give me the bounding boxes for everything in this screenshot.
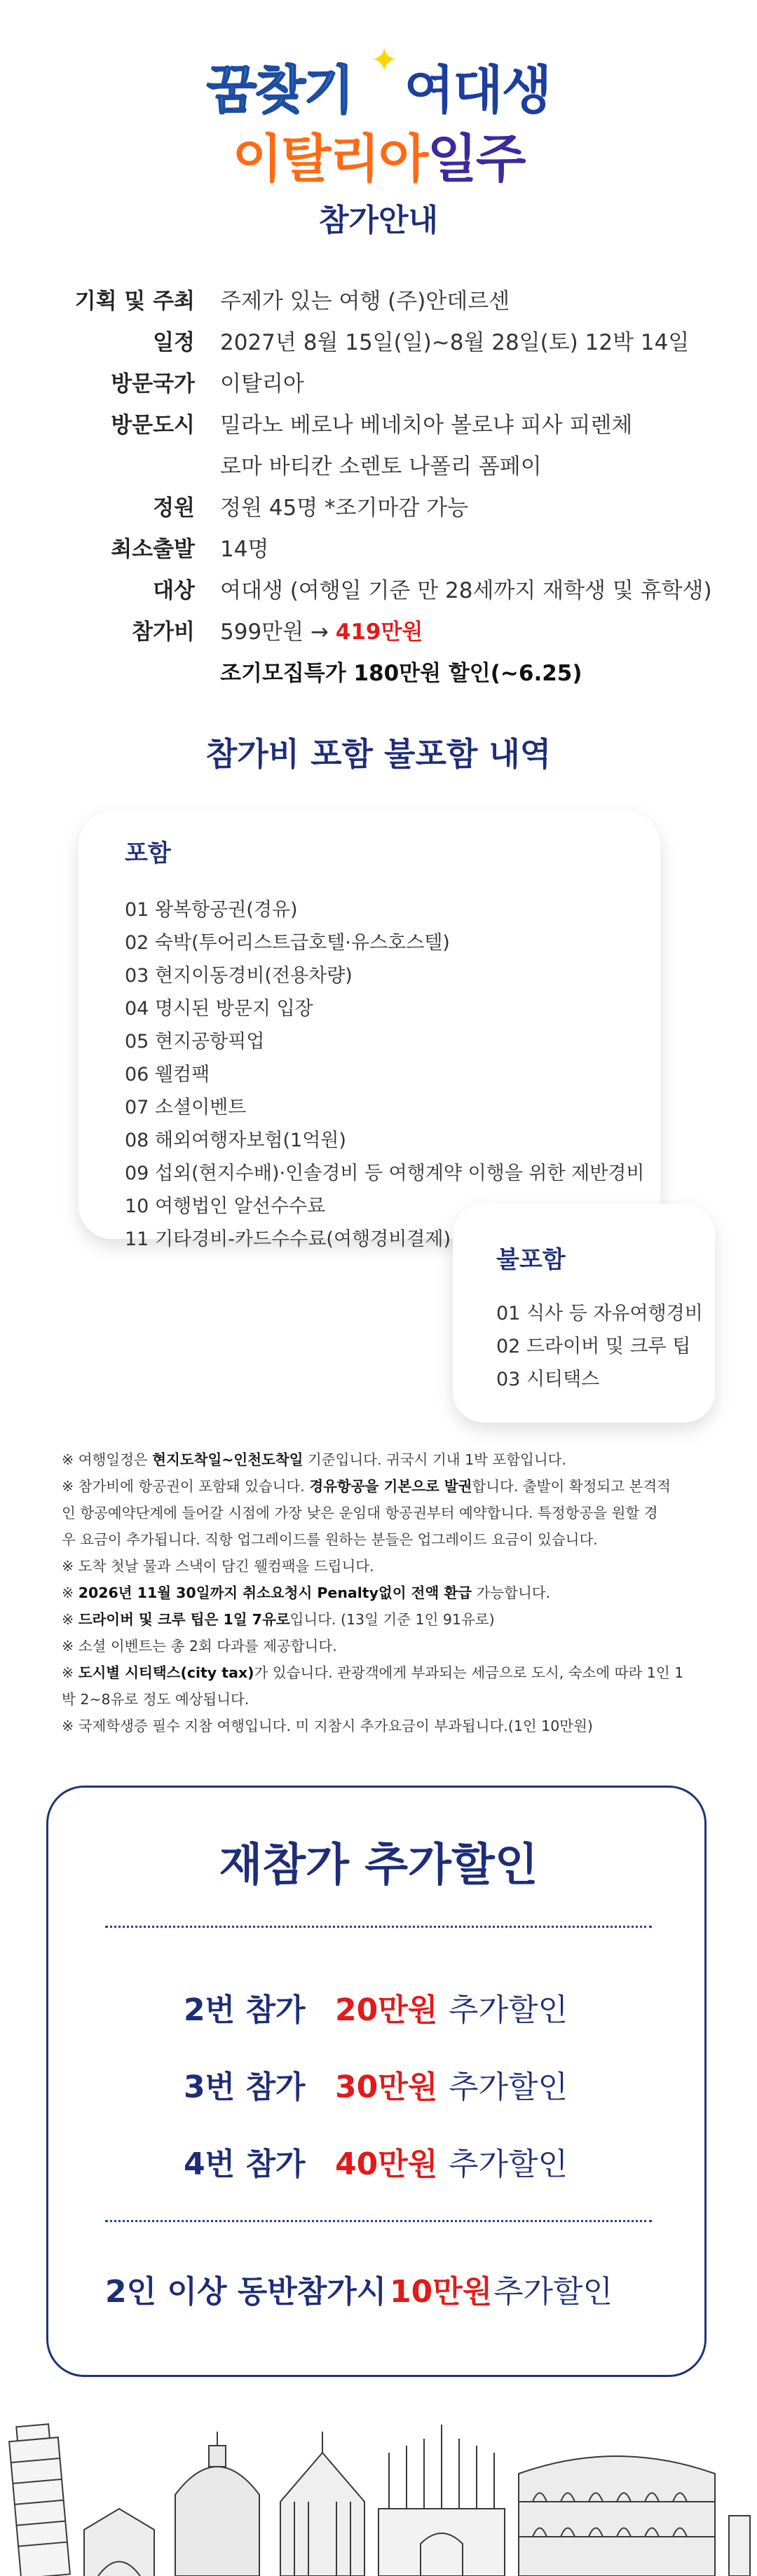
note-text: ※	[62, 1664, 79, 1681]
note-emphasis: 경유항공을 기본으로 발권	[309, 1478, 472, 1495]
note-text: 가능합니다.	[472, 1584, 551, 1601]
note-text: ※ 참가비에 항공권이 포함돼 있습니다.	[62, 1478, 310, 1495]
note-emphasis: 드라이버 및 크루 팁은 1일 7유로	[78, 1611, 290, 1628]
note-airfare-cont-1: 인 항공예약단계에 들어갈 시점에 가장 낮은 운임대 항공권부터 예약합니다. 특정항공을 원할 경	[62, 1505, 658, 1521]
list-item: 04 명시된 방문지 입장	[125, 998, 313, 1020]
arrow-right-icon: →	[310, 619, 329, 645]
list-item: 09 섭외(현지수배)·인솔경비 등 여행계약 이행을 위한 제반경비	[125, 1163, 645, 1184]
info-value: 정원 45명 *조기마감 가능	[220, 495, 469, 521]
discount-suffix: 추가할인	[449, 1992, 568, 2028]
info-label: 참가비	[132, 619, 195, 645]
bridge-icon	[84, 2509, 154, 2576]
list-item: 02 숙박(투어리스트급호텔·유스호스텔)	[125, 932, 450, 954]
list-item: 03 현지이동경비(전용차량)	[125, 965, 353, 987]
list-item: 08 해외여행자보험(1억원)	[125, 1130, 346, 1151]
info-label: 방문도시	[111, 413, 195, 438]
discount-suffix: 추가할인	[449, 2069, 568, 2105]
info-row-country	[0, 366, 757, 399]
logo-line-2	[0, 118, 757, 192]
star-icon: ✦	[370, 41, 399, 80]
list-item: 03 시티택스	[496, 1369, 600, 1390]
duomo-icon	[378, 2425, 505, 2576]
note-text: ※	[62, 1584, 79, 1601]
info-row-cities	[0, 407, 757, 441]
dotted-divider	[105, 1926, 652, 1928]
note-schedule	[62, 1446, 714, 1473]
list-item: 01 식사 등 자유여행경비	[496, 1303, 703, 1324]
discount-row-4	[0, 2139, 757, 2188]
note-student-id: ※ 국제학생증 필수 지참 여행입니다. 미 지참시 추가요금이 부과됩니다.(1인 10만원)	[62, 1718, 593, 1734]
dotted-divider	[105, 2220, 652, 2222]
fee-original: 599만원	[220, 619, 304, 645]
discount-amount: 30만원	[335, 2069, 438, 2105]
repeat-discount-title: 재참가 추가할인	[219, 1839, 538, 1891]
note-city-tax-cont: 박 2~8유로 정도 예상됩니다.	[62, 1691, 250, 1708]
note-text: 기준입니다. 귀국시 기내 1박 포함입니다.	[303, 1451, 566, 1468]
list-item: 10 여행법인 알선수수료	[125, 1195, 326, 1217]
note-welcome-pack: ※ 도착 첫날 물과 스낵이 담긴 웰컴팩을 드립니다.	[62, 1558, 374, 1575]
italy-landmarks-skyline-illustration	[0, 2411, 757, 2576]
inclusion-section-title: 참가비 포함 불포함 내역	[205, 735, 552, 773]
fee-early-bird: 조기모집특가 180만원 할인(~6.25)	[220, 661, 582, 686]
logo-text-italy: 이탈리아	[232, 129, 428, 189]
discount-suffix: 추가할인	[493, 2274, 613, 2310]
info-row-capacity	[0, 490, 757, 523]
note-text: ※	[62, 1611, 79, 1628]
note-text: ※ 여행일정은	[62, 1451, 153, 1468]
note-text: 가 있습니다. 관광객에게 부과되는 세금으로 도시, 숙소에 따라 1인 1	[254, 1664, 684, 1681]
note-refund	[62, 1580, 714, 1606]
note-social-event: ※ 소셜 이벤트는 총 2회 다과를 제공합니다.	[62, 1638, 337, 1654]
leaning-tower-icon	[8, 2423, 70, 2576]
list-item: 01 왕복항공권(경유)	[125, 899, 298, 921]
note-text: 합니다. 출발이 확정되고 본격적	[472, 1478, 671, 1495]
list-item: 11 기타경비-카드수수료(여행경비결제)	[125, 1228, 451, 1250]
logo-text-dream: 꿈찾기	[206, 60, 353, 121]
note-airfare-cont-2: 우 요금이 추가됩니다. 직항 업그레이드를 원하는 분들은 업그레이드 요금이 있습니다.	[62, 1531, 598, 1548]
info-row-fee	[0, 614, 757, 648]
discount-amount: 40만원	[335, 2146, 438, 2182]
info-label: 일정	[153, 330, 195, 355]
cathedral-icon	[280, 2432, 364, 2576]
page-title: 참가안내	[318, 203, 438, 238]
list-item: 05 현지공항픽업	[125, 1031, 265, 1053]
info-value: 14명	[220, 537, 269, 562]
note-tips	[62, 1606, 714, 1633]
discount-suffix: 추가할인	[449, 2146, 568, 2182]
logo-text-tour: 일주	[427, 129, 525, 189]
info-row-target	[0, 573, 757, 606]
note-emphasis: 현지도착일~인천도착일	[152, 1451, 304, 1468]
discount-amount: 20만원	[335, 1992, 438, 2028]
discount-row-3	[0, 2062, 757, 2111]
info-row-schedule	[0, 324, 757, 358]
dome-icon	[175, 2432, 259, 2576]
colosseum-icon	[519, 2456, 715, 2576]
info-row-early-bird	[0, 655, 757, 689]
info-value: 여대생 (여행일 기준 만 28세까지 재학생 및 휴학생)	[220, 578, 712, 603]
discount-label: 2인 이상 동반참가시	[105, 2274, 387, 2310]
list-item: 07 소셜이벤트	[125, 1097, 247, 1118]
discount-label: 2번 참가	[184, 1992, 306, 2028]
discount-label: 4번 참가	[184, 2146, 306, 2182]
list-item: 06 웰컴팩	[125, 1064, 210, 1085]
discount-row-2	[0, 1985, 757, 2034]
note-city-tax	[62, 1659, 714, 1686]
included-title: 포함	[125, 840, 171, 868]
excluded-title: 불포함	[496, 1246, 566, 1274]
logo-text-female-students: 여대생	[404, 60, 551, 121]
note-emphasis: 도시별 시티택스(city tax)	[78, 1664, 254, 1681]
note-emphasis: 2026년 11월 30일까지 취소요청시 Penalty없이 전액 환급	[78, 1584, 472, 1601]
info-label: 대상	[153, 578, 195, 603]
info-label: 정원	[153, 495, 195, 521]
info-label: 방문국가	[111, 371, 195, 397]
info-label: 기획 및 주최	[74, 289, 195, 314]
discount-label: 3번 참가	[184, 2069, 306, 2105]
list-item: 02 드라이버 및 크루 팁	[496, 1336, 691, 1357]
info-value: 이탈리아	[220, 371, 304, 397]
info-value: 밀라노 베로나 베네치아 볼로냐 피사 피렌체	[220, 413, 633, 438]
info-row-organizer	[0, 283, 757, 317]
note-text: 입니다. (13일 기준 1인 91유로)	[289, 1611, 495, 1628]
discount-amount: 10만원	[390, 2274, 493, 2310]
info-value: 로마 바티칸 소렌토 나폴리 폼페이	[220, 454, 542, 479]
info-row-minimum	[0, 531, 757, 565]
info-value: 2027년 8월 15일(일)~8월 28일(토) 12박 14일	[220, 330, 690, 355]
info-label: 최소출발	[111, 537, 195, 562]
note-airfare	[62, 1473, 714, 1500]
discount-row-group	[0, 2266, 757, 2315]
info-row-cities-cont	[0, 448, 757, 482]
info-value: 주제가 있는 여행 (주)안데르센	[220, 289, 510, 314]
fee-values	[220, 614, 423, 645]
fee-discounted: 419만원	[335, 619, 423, 645]
